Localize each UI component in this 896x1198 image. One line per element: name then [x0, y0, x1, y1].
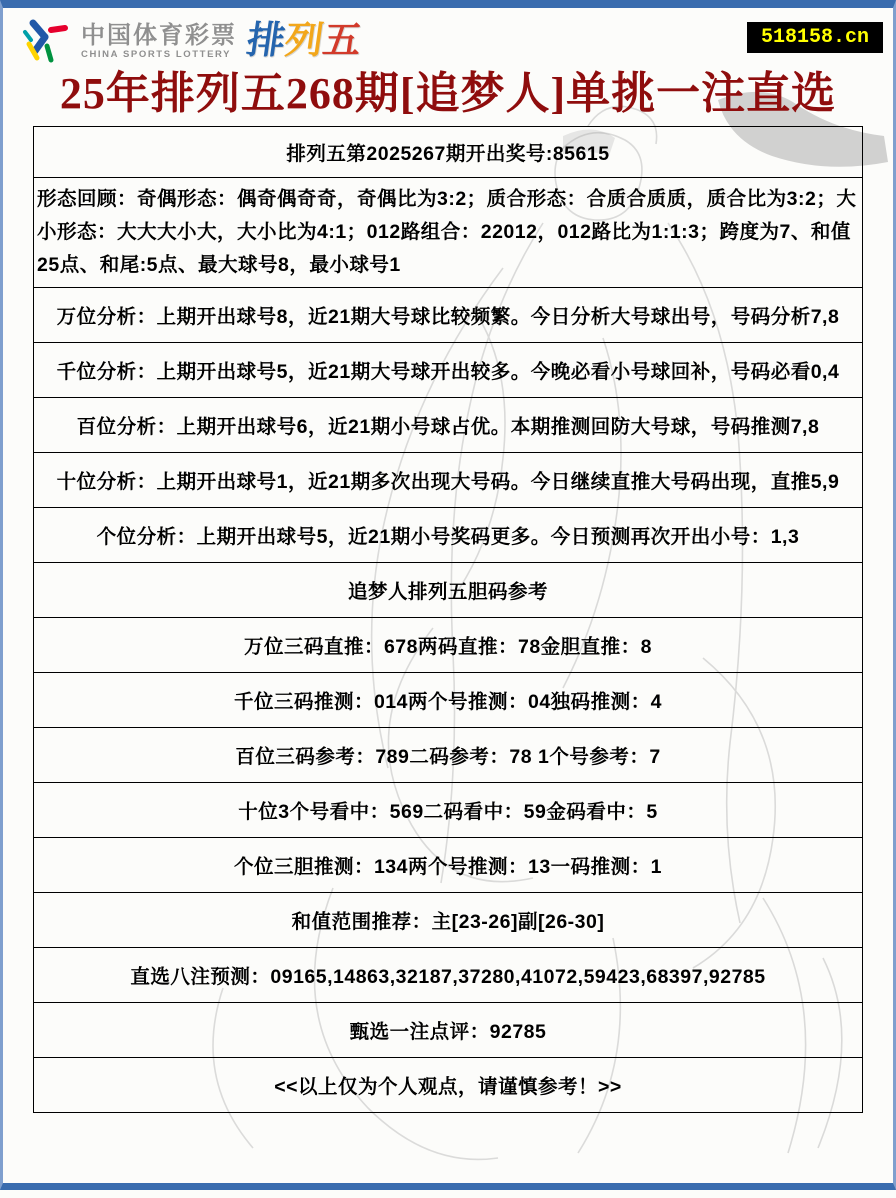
- row-shi-analysis: 十位分析：上期开出球号1，近21期多次出现大号码。今日继续直推大号码出现，直推5,9: [33, 452, 863, 508]
- logo-text-block: [81, 23, 237, 60]
- analysis-table: [33, 126, 863, 1113]
- row-zhixuan-eight: 直选八注预测：09165,14863,32187,37280,41072,59423,68397,92785: [33, 947, 863, 1003]
- row-ge-analysis: 个位分析：上期开出球号5，近21期小号奖码更多。今日预测再次开出小号：1,3: [33, 507, 863, 563]
- row-bai-cankao: 百位三码参考：789二码参考：78 1个号参考：7: [33, 727, 863, 783]
- brand-char: 排: [244, 20, 288, 62]
- row-hezhi-range: 和值范围推荐：主[23-26]副[26-30]: [33, 892, 863, 948]
- brand-char: 列: [282, 20, 326, 62]
- brand-pailiewu: [244, 18, 365, 64]
- lottery-analysis-page: [3, 8, 893, 1113]
- brand-char: 五: [320, 20, 364, 62]
- row-zhenxuan-one: 甄选一注点评：92785: [33, 1002, 863, 1058]
- row-qian-analysis: 千位分析：上期开出球号5，近21期大号球开出较多。今晚必看小号球回补，号码必看0,4: [33, 342, 863, 398]
- page-title: 25年排列五268期[追梦人]单挑一注直选: [59, 69, 837, 118]
- row-ge-dantui: 个位三胆推测：134两个号推测：13一码推测：1: [33, 837, 863, 893]
- row-bai-analysis: 百位分析：上期开出球号6，近21期小号球占优。本期推测回防大号球，号码推测7,8: [33, 397, 863, 453]
- row-pattern-review: 形态回顾：奇偶形态：偶奇偶奇奇，奇偶比为3:2；质合形态：合质合质质，质合比为3:2；大小形态：大大大小大，大小比为4:1；012路组合：22012，012路比为1:1:3；跨度为7、和值25点、和尾:5点、最大球号8，最小球号1: [33, 177, 863, 288]
- page-header: [3, 8, 893, 66]
- china-sports-lottery-logo: [21, 18, 364, 64]
- row-shi-kanzhong: 十位3个号看中：569二码看中：59金码看中：5: [33, 782, 863, 838]
- row-wan-analysis: 万位分析：上期开出球号8，近21期大号球比较频繁。今日分析大号球出号，号码分析7,8: [33, 287, 863, 343]
- logo-en-text: CHINA SPORTS LOTTERY: [81, 48, 232, 60]
- row-wan-dantui: 万位三码直推：678两码直推：78金胆直推：8: [33, 617, 863, 673]
- row-draw-result: 排列五第2025267期开出奖号:85615: [33, 126, 863, 178]
- row-danma-header: 追梦人排列五胆码参考: [33, 562, 863, 618]
- sports-lottery-icon: [21, 18, 73, 64]
- row-qian-tuice: 千位三码推测：014两个号推测：04独码推测：4: [33, 672, 863, 728]
- site-url-badge: 518158.cn: [747, 22, 883, 53]
- logo-cn-text: 中国体育彩票: [81, 21, 237, 49]
- row-disclaimer: <<以上仅为个人观点，请谨慎参考！>>: [33, 1057, 863, 1113]
